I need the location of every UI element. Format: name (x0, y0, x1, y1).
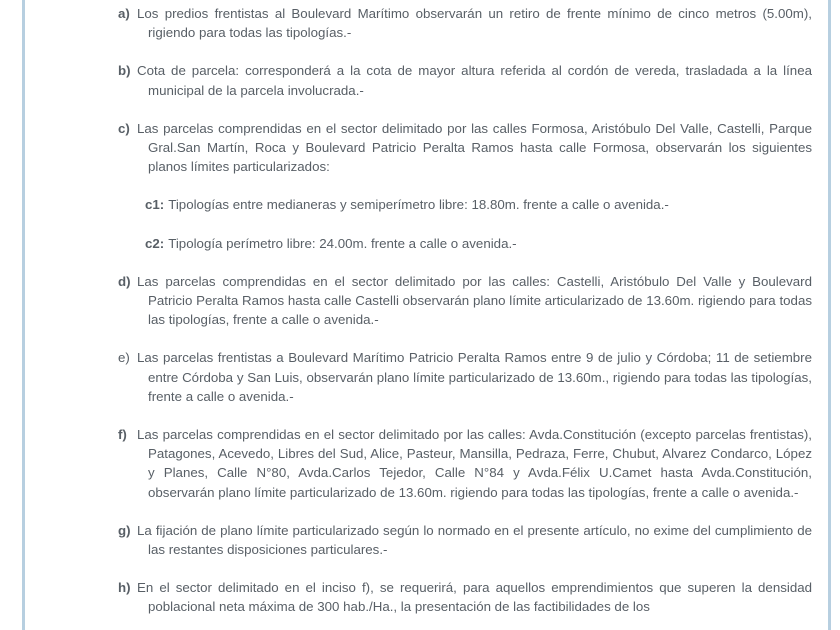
clause-d-letter: d) (118, 273, 131, 289)
subclause-c1 (145, 195, 812, 214)
clause-e-text: Las parcelas frentistas a Boulevard Marítimo Patricio Peralta Ramos entre 9 de julio y Córdoba; 11 de setiembre entre Córdoba y San Luis, observarán plano límite particularizado de 13.60m., rigiendo para todas las tipologías, frente a calle o avenida.- (137, 350, 812, 404)
subclause-c2-letter: c2: (145, 235, 165, 251)
clause-a-letter: a) (118, 6, 130, 21)
clause-g-text: La fijación de plano límite particularizado según lo normado en el presente artículo, no exime del cumplimiento de las restantes disposiciones particulares.- (137, 522, 812, 558)
clause-b-letter: b) (118, 63, 131, 79)
clause-h (118, 578, 812, 616)
clause-b (118, 61, 812, 99)
document-body (25, 0, 828, 617)
clause-h-letter: h) (118, 580, 131, 596)
subclause-c1-letter: c1: (145, 197, 165, 213)
clause-h-text: En el sector delimitado en el inciso f), se requerirá, para aquellos emprendimientos que superen la densidad poblacional neta máxima de 300 hab./Ha., la presentación de las factibilidades de los (137, 580, 812, 615)
clause-c (118, 119, 812, 177)
clause-c-text: Las parcelas comprendidas en el sector delimitado por las calles Formosa, Aristóbulo Del Valle, Castelli, Parque Gral.San Martín, Roca y Boulevard Patricio Peralta Ramos hasta calle Formosa, observarán los siguientes planos límites particularizados: (137, 120, 812, 175)
clause-g (118, 521, 812, 559)
clause-a (118, 4, 812, 42)
document-page (22, 0, 831, 630)
clause-f-text: Las parcelas comprendidas en el sector delimitado por las calles: Avda.Constitución (excepto parcelas frentistas), Patagones, Acevedo, Libres del Sud, Alice, Pasteur, Mansilla, Pedraza, Ferre, Chubut, Alvarez Condarco, López y Planes, Calle N°80, Avda.Carlos Tejedor, Calle N°84 y Avda.Félix U.Camet hasta Avda.Constitución, observarán plano límite particularizado de 13.60m. rigiendo para todas las tipologías, frente a calle o avenida.- (137, 427, 812, 500)
clause-d-text: Las parcelas comprendidas en el sector delimitado por las calles: Castelli, Aristóbulo Del Valle y Boulevard Patricio Peralta Ramos hasta calle Castelli observarán plano límite articularizado de 13.60m. rigiendo para todas las tipologías, frente a calle o avenida.- (137, 273, 812, 328)
clause-f-letter: f) (118, 427, 127, 443)
clause-g-letter: g) (118, 522, 131, 538)
clause-e-letter: e) (118, 350, 130, 366)
clause-f (118, 425, 812, 502)
clause-b-text: Cota de parcela: corresponderá a la cota de mayor altura referida al cordón de vereda, trasladada a la línea municipal de la parcela involucrada.- (137, 63, 812, 98)
clause-e (118, 348, 812, 406)
clause-d (118, 272, 812, 330)
subclause-c2 (145, 234, 812, 253)
subclause-c2-text: Tipología perímetro libre: 24.00m. frente a calle o avenida.- (168, 235, 517, 251)
subclause-c1-text: Tipologías entre medianeras y semiperímetro libre: 18.80m. frente a calle o avenida.- (168, 197, 669, 213)
clause-a-text: Los predios frentistas al Boulevard Marítimo observarán un retiro de frente mínimo de cinco metros (5.00m), rigiendo para todas las tipologías.- (137, 6, 812, 41)
clause-c-letter: c) (118, 120, 130, 136)
